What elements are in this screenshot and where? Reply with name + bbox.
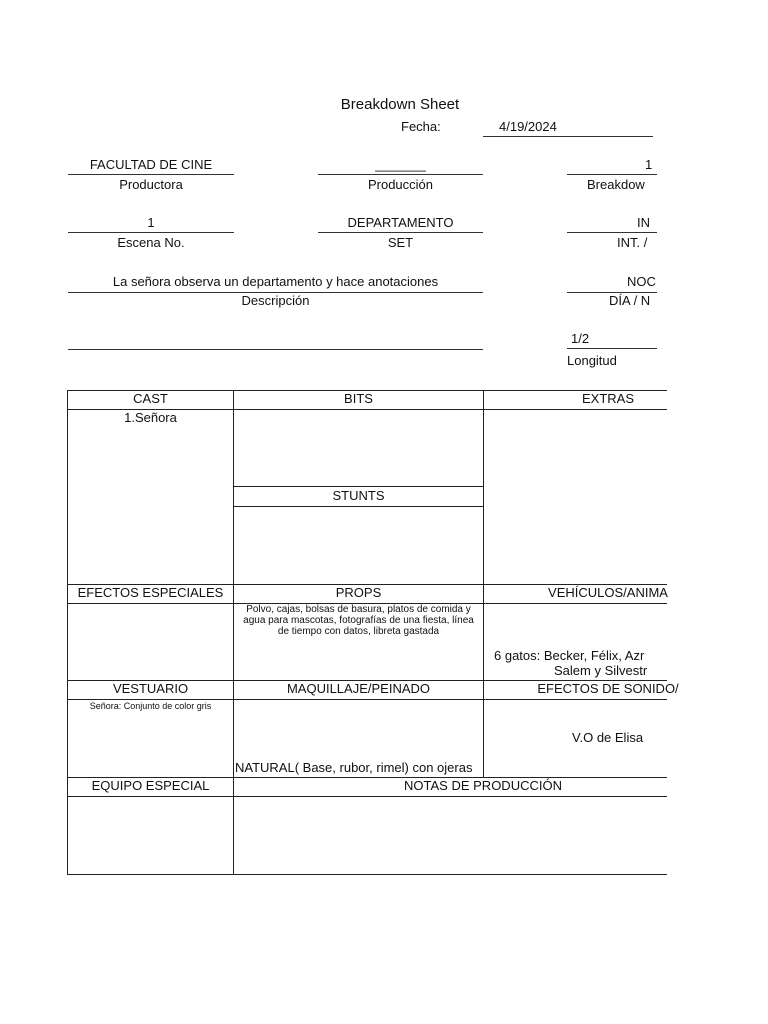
grid-hline-796 bbox=[67, 796, 667, 797]
sonido-header: EFECTOS DE SONIDO/ bbox=[537, 681, 679, 696]
productora-label: Productora bbox=[119, 177, 183, 192]
dia-noche-value-line bbox=[567, 274, 657, 293]
fecha-value-line bbox=[483, 118, 653, 137]
descripcion-value: La señora observa un departamento y hace anotaciones bbox=[68, 274, 483, 293]
fecha-label: Fecha: bbox=[401, 119, 441, 134]
longitud-value: 1/2 bbox=[571, 331, 590, 346]
grid-hline-699 bbox=[67, 699, 667, 700]
descripcion-label: Descripción bbox=[241, 293, 310, 308]
breakdown-value-line bbox=[567, 157, 657, 175]
escena-label: Escena No. bbox=[117, 235, 185, 250]
efectos-especiales-header: EFECTOS ESPECIALES bbox=[77, 585, 224, 600]
cast-header: CAST bbox=[133, 391, 168, 406]
int-ext-value: IN bbox=[637, 215, 650, 230]
bits-header: BITS bbox=[344, 391, 373, 406]
props-header: PROPS bbox=[335, 585, 382, 600]
blank-line bbox=[68, 349, 483, 350]
vehiculos-line-2: Salem y Silvestr bbox=[554, 663, 648, 678]
props-content: Polvo, cajas, bolsas de basura, platos de comida y agua para mascotas, fotografías de una fiesta, línea de tiempo con datos, libreta gastada bbox=[243, 604, 474, 637]
sheet-title: Breakdown Sheet bbox=[340, 96, 460, 113]
productora-value: FACULTAD DE CINE bbox=[68, 157, 234, 175]
escena-value: 1 bbox=[68, 215, 234, 233]
longitud-value-line bbox=[567, 331, 657, 349]
dia-noche-value: NOC bbox=[627, 274, 656, 289]
dia-noche-label: DÍA / N bbox=[609, 293, 651, 308]
vestuario-content: Señora: Conjunto de color gris bbox=[89, 701, 212, 711]
produccion-label: Producción bbox=[367, 177, 434, 192]
vestuario-header: VESTUARIO bbox=[112, 681, 189, 696]
int-ext-value-line bbox=[567, 215, 657, 233]
grid-hline-506 bbox=[233, 506, 484, 507]
fecha-value: 4/19/2024 bbox=[499, 119, 557, 134]
set-label: SET bbox=[387, 235, 414, 250]
maquillaje-content: NATURAL( Base, rubor, rimel) con ojeras bbox=[235, 760, 473, 775]
stunts-header: STUNTS bbox=[332, 488, 385, 503]
vehiculos-header: VEHÍCULOS/ANIMA bbox=[548, 585, 668, 600]
breakdown-value: 1 bbox=[645, 157, 653, 172]
produccion-value: _______ bbox=[318, 157, 483, 175]
grid-hline-874 bbox=[67, 874, 667, 875]
grid-left-border bbox=[67, 390, 68, 875]
maquillaje-header: MAQUILLAJE/PEINADO bbox=[286, 681, 431, 696]
equipo-especial-header: EQUIPO ESPECIAL bbox=[91, 778, 210, 793]
breakdown-label: Breakdow bbox=[587, 177, 645, 192]
grid-divider-1 bbox=[233, 390, 234, 875]
vehiculos-line-1: 6 gatos: Becker, Félix, Azr bbox=[494, 648, 645, 663]
extras-header: EXTRAS bbox=[581, 391, 634, 406]
notas-produccion-header: NOTAS DE PRODUCCIÓN bbox=[404, 778, 562, 793]
longitud-label: Longitud bbox=[567, 353, 617, 368]
sonido-content: V.O de Elisa bbox=[572, 730, 644, 745]
set-value: DEPARTAMENTO bbox=[318, 215, 483, 233]
int-ext-label: INT. / bbox=[617, 235, 648, 250]
cast-content: 1.Señora bbox=[124, 410, 177, 425]
